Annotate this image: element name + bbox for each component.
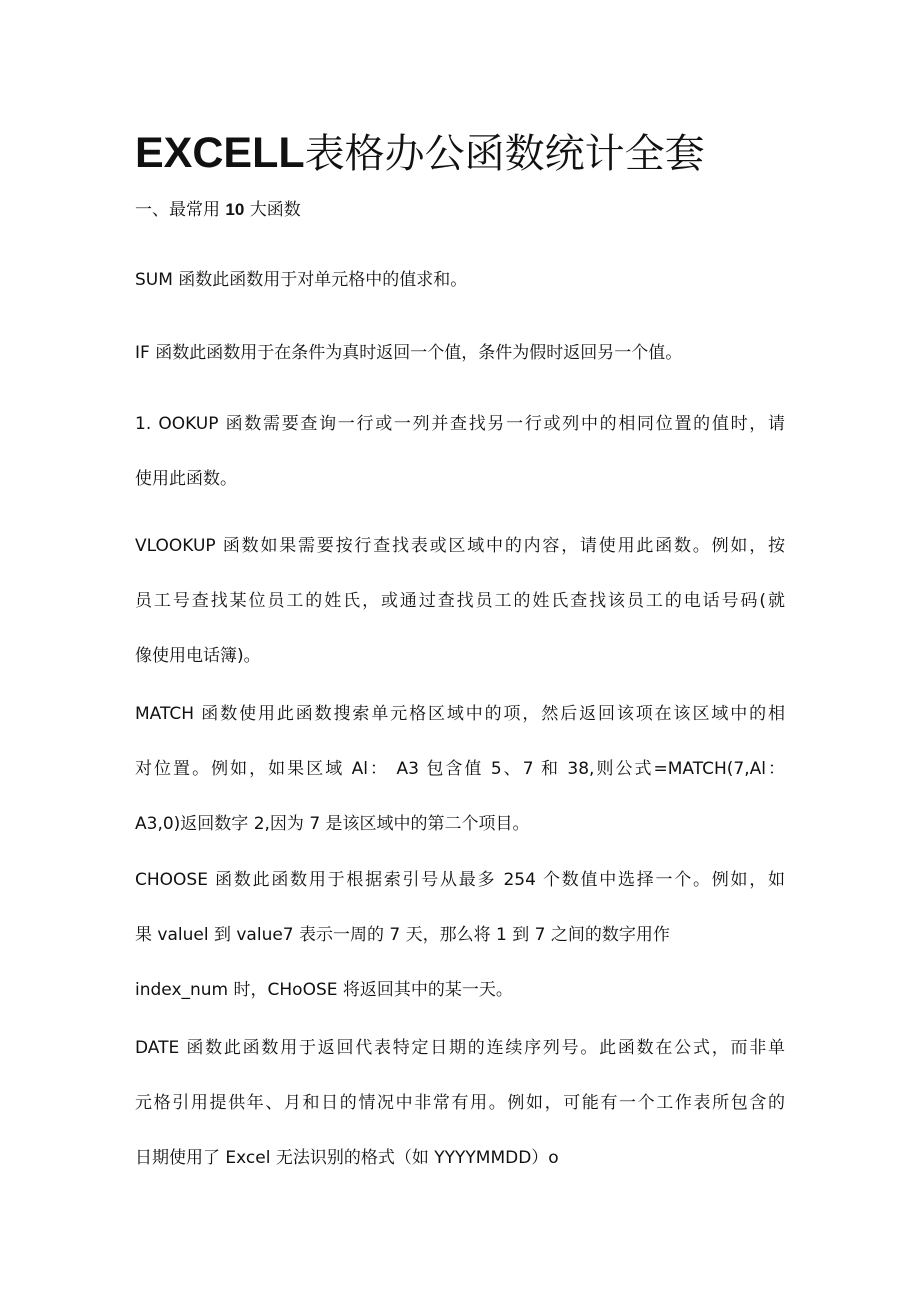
paragraph-line: 果 valuel 到 value7 表示一周的 7 天，那么将 1 到 7 之间的数字用作	[135, 925, 670, 945]
paragraph-line: 1. OOKUP 函数需要查询一行或一列并查找另一行或列中的相同位置的值时，请	[135, 414, 785, 434]
section-heading-number: 10	[225, 200, 245, 219]
paragraph-line: 对位置。例如，如果区域 Al： A3 包含值 5、7 和 38,则公式=MATCH(7,Al：	[135, 759, 785, 779]
paragraph-sum	[135, 266, 785, 321]
section-heading	[135, 196, 301, 224]
paragraph-match	[135, 700, 785, 865]
paragraph-line: VLOOKUP 函数如果需要按行查找表或区域中的内容，请使用此函数。例如，按	[135, 536, 785, 556]
paragraph-choose	[135, 866, 785, 1031]
paragraph-line: CHOOSE 函数此函数用于根据索引号从最多 254 个数值中选择一个。例如，如	[135, 870, 785, 890]
paragraph-date	[135, 1034, 785, 1199]
paragraph-line: index_num 时，CHoOSE 将返回其中的某一天。	[135, 980, 513, 1000]
paragraph-lookup	[135, 410, 785, 520]
paragraph-line: 元格引用提供年、月和日的情况中非常有用。例如，可能有一个工作表所包含的	[135, 1093, 785, 1113]
section-heading-prefix: 一、最常用	[135, 200, 226, 220]
section-heading-suffix: 大函数	[244, 200, 301, 220]
title-latin: EXCELL	[135, 129, 305, 177]
paragraph-line: DATE 函数此函数用于返回代表特定日期的连续序列号。此函数在公式，而非单	[135, 1038, 785, 1058]
paragraph-line: 日期使用了 Excel 无法识别的格式（如 YYYYMMDD）o	[135, 1148, 559, 1168]
paragraph-line: MATCH 函数使用此函数搜索单元格区域中的项，然后返回该项在该区域中的相	[135, 704, 785, 724]
paragraph-line: SUM 函数此函数用于对单元格中的值求和。	[135, 270, 468, 290]
title-cjk: 表格办公函数统计全套	[304, 131, 705, 177]
paragraph-line: A3,0)返回数字 2,因为 7 是该区域中的第二个项目。	[135, 814, 530, 834]
paragraph-line: IF 函数此函数用于在条件为真时返回一个值，条件为假时返回另一个值。	[135, 343, 683, 363]
paragraph-vlookup	[135, 532, 785, 697]
paragraph-line: 员工号查找某位员工的姓氏，或通过查找员工的姓氏查找该员工的电话号码(就	[135, 591, 785, 611]
paragraph-if	[135, 339, 785, 394]
paragraph-line: 使用此函数。	[135, 469, 237, 489]
document-title	[135, 123, 785, 183]
paragraph-line: 像使用电话簿)。	[135, 646, 261, 666]
